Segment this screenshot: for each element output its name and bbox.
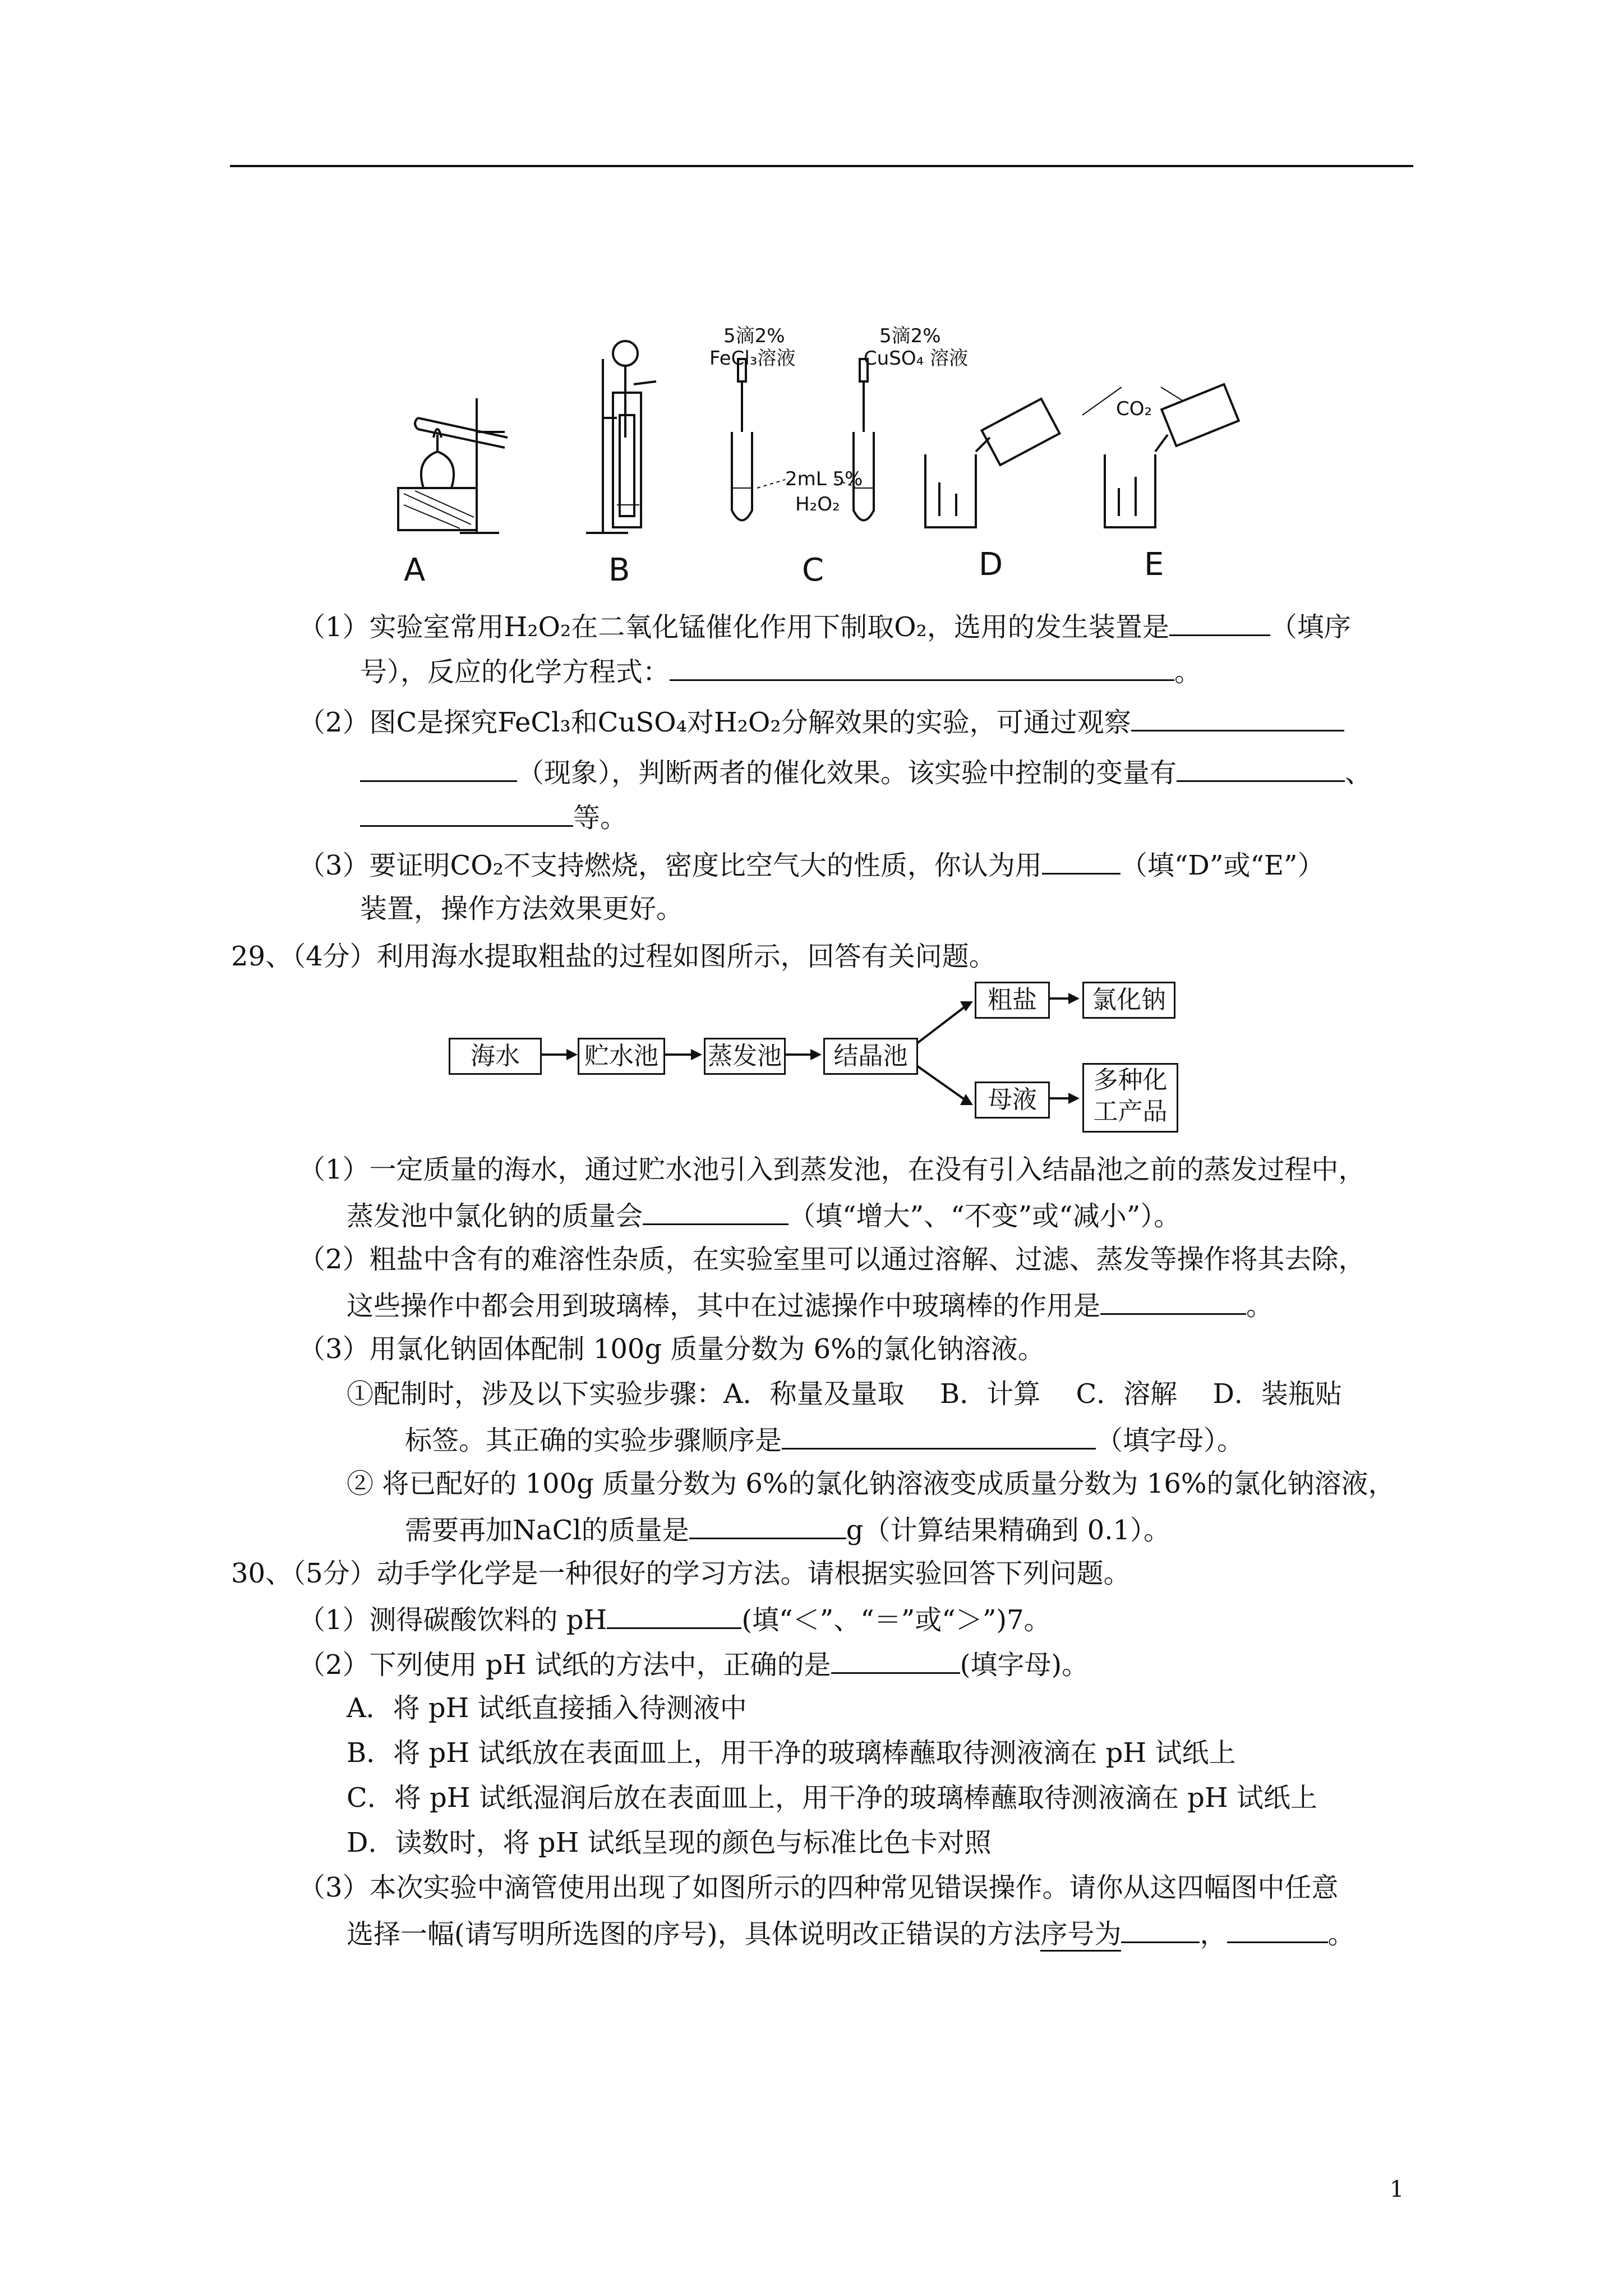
text: （填“增大”、“不变”或“减小”）。 <box>789 1200 1181 1232</box>
answer-blank-glass-rod[interactable] <box>1100 1287 1246 1315</box>
answer-blank-figure-number[interactable] <box>1121 1916 1200 1943</box>
answer-blank-step-order[interactable] <box>782 1422 1096 1450</box>
q30-option-a: A．将 pH 试纸直接插入待测液中 <box>347 1692 747 1724</box>
q29-p3-i-line1: ①配制时，涉及以下实验步骤：A．称量及量取 B．计算 C．溶解 D．装瓶贴 <box>347 1378 1342 1410</box>
apparatus-figure <box>393 320 1267 589</box>
text: 选择一幅(请写明所选图的序号)，具体说明改正错误的方法 <box>347 1918 1041 1950</box>
q29-p3-i-line2 <box>405 1422 1244 1457</box>
text: 、 <box>1345 757 1372 789</box>
answer-blank-correction[interactable] <box>1227 1916 1328 1943</box>
apparatus-b <box>586 341 656 533</box>
q28-p3-line2: 装置，操作方法效果更好。 <box>360 893 684 924</box>
text: 是探究 <box>417 707 498 738</box>
q29-p3-ii-line1: ② 将已配好的 100g 质量分数为 6%的氯化钠溶液变成质量分数为 16%的氯化钠溶液， <box>347 1468 1395 1499</box>
text: 的质量是 <box>581 1515 689 1546</box>
q28-p2-line2 <box>360 754 1372 790</box>
q29-p3-line1: （3）用氯化钠固体配制 100g 质量分数为 6%的氯化钠溶液。 <box>298 1333 1045 1365</box>
answer-blank-ph[interactable] <box>607 1602 741 1629</box>
answer-blank-d-or-e[interactable] <box>1042 847 1121 875</box>
text: （现象），判断两者的催化效果。该实验中控制的变量有 <box>517 757 1177 789</box>
flow-crude-salt: 粗盐 <box>975 982 1050 1019</box>
c-left-reagent-1: 5滴2% <box>723 325 785 347</box>
text: 不支持燃烧，密度比空气大的性质，你认为用 <box>503 850 1042 881</box>
c-middle-2: H₂O₂ <box>795 493 840 516</box>
q28-p1-line1 <box>298 609 1351 644</box>
c-middle-1: 2mL 5% <box>785 468 863 490</box>
answer-blank-variable-2[interactable] <box>360 799 573 827</box>
flow-crystallization-pond: 结晶池 <box>823 1038 918 1075</box>
apparatus-e <box>1082 384 1239 527</box>
formula-o2: O₂ <box>894 611 927 643</box>
text: 。 <box>1246 1290 1274 1322</box>
label-a: A <box>404 552 426 588</box>
q30-option-c: C．将 pH 试纸湿润后放在表面皿上，用干净的玻璃棒蘸取待测液滴在 pH 试纸上 <box>347 1782 1317 1814</box>
formula-h2o2: H₂O₂ <box>504 611 571 643</box>
formula-cuso4: CuSO₄ <box>597 707 687 738</box>
text: 号），反应的化学方程式： <box>360 656 670 688</box>
answer-blank-observe[interactable] <box>1131 704 1344 731</box>
text: (填字母)。 <box>960 1649 1089 1681</box>
flow-mother-liquor: 母液 <box>975 1082 1050 1119</box>
q28-p1-line2 <box>360 654 1201 689</box>
q29-p2-line2 <box>347 1287 1273 1323</box>
text: （填字母）。 <box>1096 1425 1244 1456</box>
co2-gas-label: CO₂ <box>1116 398 1152 420</box>
text: 多种化 <box>1093 1066 1168 1094</box>
q29-p3-ii-line2 <box>405 1512 1170 1547</box>
text: g（计算结果精确到 0.1）。 <box>846 1515 1171 1546</box>
q29-p2-line1: （2）粗盐中含有的难溶性杂质，在实验室里可以通过溶解、过滤、蒸发等操作将其去除， <box>298 1244 1366 1275</box>
answer-blank-ph-method[interactable] <box>831 1646 960 1674</box>
text: 。 <box>1327 1918 1355 1950</box>
text: （填“D”或“E”） <box>1120 850 1325 881</box>
flow-chem-products <box>1082 1063 1178 1133</box>
apparatus-d <box>925 399 1059 527</box>
text: （2）下列使用 pH 试纸的方法中，正确的是 <box>298 1649 831 1681</box>
flow-diagram-arrows <box>449 976 1178 1139</box>
c-right-reagent-1: 5滴2% <box>879 325 941 347</box>
text: 序号为 <box>1040 1918 1121 1952</box>
flow-seawater: 海水 <box>449 1038 542 1075</box>
formula-h2o2: H₂O₂ <box>713 707 781 738</box>
text: （填序 <box>1270 611 1351 643</box>
answer-blank-equation[interactable] <box>670 654 1174 681</box>
text: 标签。其正确的实验步骤顺序是 <box>405 1425 782 1456</box>
answer-blank-nacl-mass[interactable] <box>643 1198 789 1225</box>
text: 这些操作中都会用到玻璃棒，其中在过滤操作中玻璃棒的作用是 <box>347 1290 1101 1322</box>
q30-p3-line1: （3）本次实验中滴管使用出现了如图所示的四种常见错误操作。请你从这四幅图中任意 <box>298 1872 1339 1903</box>
flow-reservoir: 贮水池 <box>578 1038 665 1075</box>
q30-p1 <box>298 1602 1051 1637</box>
formula-nacl: NaCl <box>513 1515 582 1546</box>
page-number: 1 <box>1390 2177 1404 2202</box>
text: ，选用的发生装置是 <box>926 611 1169 643</box>
q29-p1-line1: （1）一定质量的海水，通过贮水池引入到蒸发池，在没有引入结晶池之前的蒸发过程中， <box>298 1154 1366 1185</box>
text: （3）要证明 <box>298 850 450 881</box>
text: 蒸发池中氯化钠的质量会 <box>347 1200 643 1232</box>
answer-blank-variable-1[interactable] <box>1177 754 1345 782</box>
label-e: E <box>1144 546 1164 583</box>
text: 对 <box>686 707 714 738</box>
formula-co2: CO₂ <box>450 850 504 881</box>
label-c: C <box>802 552 824 588</box>
header-rule <box>230 165 1413 167</box>
text: (填“＜”、“＝”或“＞”)7。 <box>741 1604 1051 1636</box>
label-d: D <box>979 546 1003 583</box>
c-right-reagent-2: CuSO₄ 溶液 <box>864 347 969 370</box>
q28-p3-line1 <box>298 847 1325 882</box>
text: （2）图 <box>298 707 396 738</box>
answer-blank-device[interactable] <box>1169 609 1270 636</box>
text: 和 <box>570 707 598 738</box>
q28-p2-line1 <box>298 704 1344 739</box>
text: 在二氧化锰催化作用下制取 <box>571 611 895 643</box>
q29-p1-line2 <box>347 1198 1181 1233</box>
flow-evaporation-pond: 蒸发池 <box>704 1038 786 1075</box>
answer-blank-observe-cont[interactable] <box>360 754 517 782</box>
q30-option-b: B．将 pH 试纸放在表面皿上，用干净的玻璃棒蘸取待测液滴在 pH 试纸上 <box>347 1737 1236 1769</box>
q29-stem: 29、（4分）利用海水提取粗盐的过程如图所示，回答有关问题。 <box>231 941 996 972</box>
label-b: B <box>608 552 630 588</box>
q30-p2 <box>298 1646 1089 1682</box>
formula-fecl3: FeCl₃ <box>497 707 571 738</box>
q30-option-d: D．读数时，将 pH 试纸呈现的颜色与标准比色卡对照 <box>347 1827 992 1858</box>
apparatus-a <box>398 398 508 533</box>
text: （1）实验室常用 <box>298 611 504 643</box>
answer-blank-nacl-added[interactable] <box>689 1512 846 1539</box>
text: 等。 <box>573 802 628 834</box>
text: 工产品 <box>1093 1097 1168 1126</box>
c-left-reagent-2: FeCl₃溶液 <box>709 347 796 370</box>
text: 需要再加 <box>405 1515 513 1546</box>
text: （1）测得碳酸饮料的 pH <box>298 1604 607 1636</box>
text: ， <box>1200 1918 1227 1950</box>
text: C <box>396 707 417 738</box>
q28-p2-line3 <box>360 799 627 835</box>
flow-sodium-chloride: 氯化钠 <box>1082 982 1175 1019</box>
q30-p3-line2 <box>347 1916 1355 1951</box>
q30-stem: 30、（5分）动手学化学是一种很好的学习方法。请根据实验回答下列问题。 <box>231 1558 1131 1589</box>
text: 分解效果的实验，可通过观察 <box>781 707 1131 738</box>
text: 。 <box>1174 656 1202 688</box>
